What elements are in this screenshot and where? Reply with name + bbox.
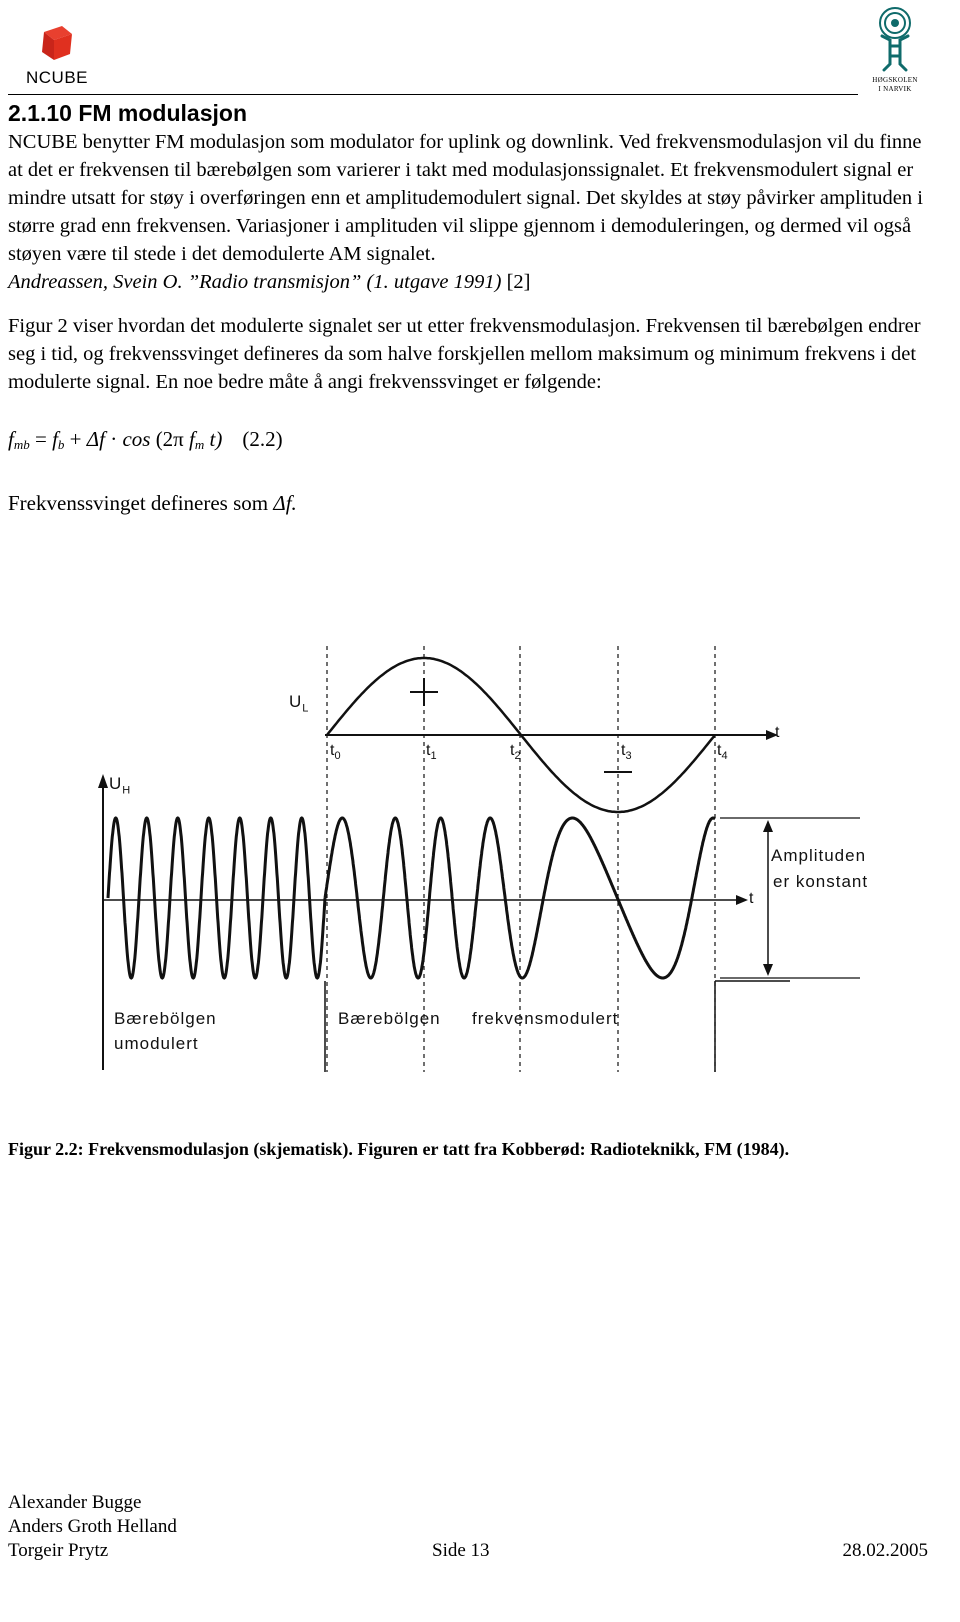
formula-number: (2.2) <box>242 427 283 451</box>
amplitude-arrow-down <box>763 964 773 976</box>
hin-logo <box>862 6 928 96</box>
label-amplitude-2: er konstant <box>773 872 869 891</box>
label-carrier-mod-1: Bærebölgen <box>338 1009 441 1028</box>
label-t-lower: t <box>749 890 754 907</box>
label-t0: $t_0$ <box>330 742 341 763</box>
ncube-cube-icon <box>36 24 76 64</box>
formula-open: (2π <box>150 427 190 451</box>
fm-formula <box>8 424 928 460</box>
formula-t-close: t) <box>204 427 223 451</box>
footer-author-1: Alexander Bugge <box>8 1492 142 1513</box>
page-header <box>0 0 960 100</box>
carrier-unmodulated-wave <box>108 818 325 978</box>
formula-cos: cos <box>122 427 151 451</box>
label-carrier-mod-2: frekvensmodulert <box>472 1009 619 1028</box>
amplitude-arrow-up <box>763 820 773 832</box>
formula-sub-m: m <box>194 437 205 452</box>
label-t2: $t_2$ <box>510 742 521 763</box>
ncube-brand-text: NCUBE <box>25 68 88 87</box>
figure-explanation-paragraph: Figur 2 viser hvordan det modulerte signalet ser ut etter frekvensmodulasjon. Frekvensen til bærebølgen endrer seg i tid, og frekvenssvinget defineres da som halve forskjellen mellom maksimum og minimum frekvens i det modulerte signal. En noe bedre måte å angi frekvenssvinget er følgende: <box>8 315 921 393</box>
label-uh: $U_H$ <box>109 774 132 797</box>
label-t4: $t_4$ <box>717 742 728 763</box>
hin-logo-line2: I NARVIK <box>878 85 912 93</box>
footer-author-3: Torgeir Prytz <box>8 1540 109 1561</box>
footer-date: 28.02.2005 <box>842 1540 928 1561</box>
page-footer <box>8 1491 928 1563</box>
label-t3: $t_3$ <box>621 742 632 763</box>
formula-dot: · <box>104 427 123 451</box>
lower-axis-arrow <box>736 895 748 905</box>
formula-f3: f <box>189 427 195 451</box>
definition-line <box>8 488 928 518</box>
definition-text: Frekvenssvinget defineres som <box>8 491 274 515</box>
citation-line <box>8 268 928 296</box>
formula-sub-mb: mb <box>13 437 30 452</box>
section-title: 2.1.10 FM modulasjon <box>8 100 247 126</box>
formula-delta-f: Δf <box>86 427 105 451</box>
header-rule <box>8 94 858 95</box>
formula-eq: = <box>29 427 53 451</box>
formula-f: f <box>8 427 14 451</box>
formula-f2: f <box>52 427 58 451</box>
footer-last-row <box>8 1539 928 1563</box>
formula-sub-b: b <box>57 437 65 452</box>
definition-symbol: Δf. <box>273 491 297 515</box>
label-ul: $U_L$ <box>289 692 310 715</box>
label-carrier-unmod-2: umodulert <box>114 1034 199 1053</box>
footer-author-2: Anders Groth Helland <box>8 1516 177 1537</box>
label-t-upper: t <box>775 724 780 741</box>
uh-axis-arrow <box>98 774 108 788</box>
intro-paragraph: NCUBE benytter FM modulasjon som modulator for uplink og downlink. Ved frekvensmodulasjon vil du finne at det er frekvensen til bærebølgen som varierer i takt med modulasjonssignalet. Et frekvensmodulert signal er mindre utsatt for støy i overføringen enn et amplitudemodulert signal. Det skyldes at støy påvirker amplituden i større grad enn frekvensen. Variasjoner i amplituden vil slippe gjennom i demoduleringen, og dermed vil også støyen være til stede i det demodulerte AM signalet. <box>8 131 923 265</box>
label-carrier-unmod-1: Bærebölgen <box>114 1009 217 1028</box>
label-t1: $t_1$ <box>426 742 437 763</box>
citation-ref: [2] <box>501 271 531 293</box>
page-number: Side 13 <box>432 1540 490 1561</box>
figure-caption: Figur 2.2: Frekvensmodulasjon (skjematisk). Figuren er tatt fra Kobberød: Radioteknikk, FM (1984). <box>8 1139 790 1159</box>
formula-plus: + <box>64 427 87 451</box>
hin-logo-line1: HØGSKOLEN <box>872 76 918 84</box>
main-content <box>8 98 928 518</box>
label-amplitude-1: Amplituden <box>771 846 867 865</box>
ncube-logo <box>22 24 92 90</box>
citation-text: Andreassen, Svein O. ”Radio transmisjon” (1. utgave 1991) <box>8 271 502 293</box>
fm-figure <box>0 636 960 1106</box>
hin-emblem-icon <box>868 6 922 72</box>
